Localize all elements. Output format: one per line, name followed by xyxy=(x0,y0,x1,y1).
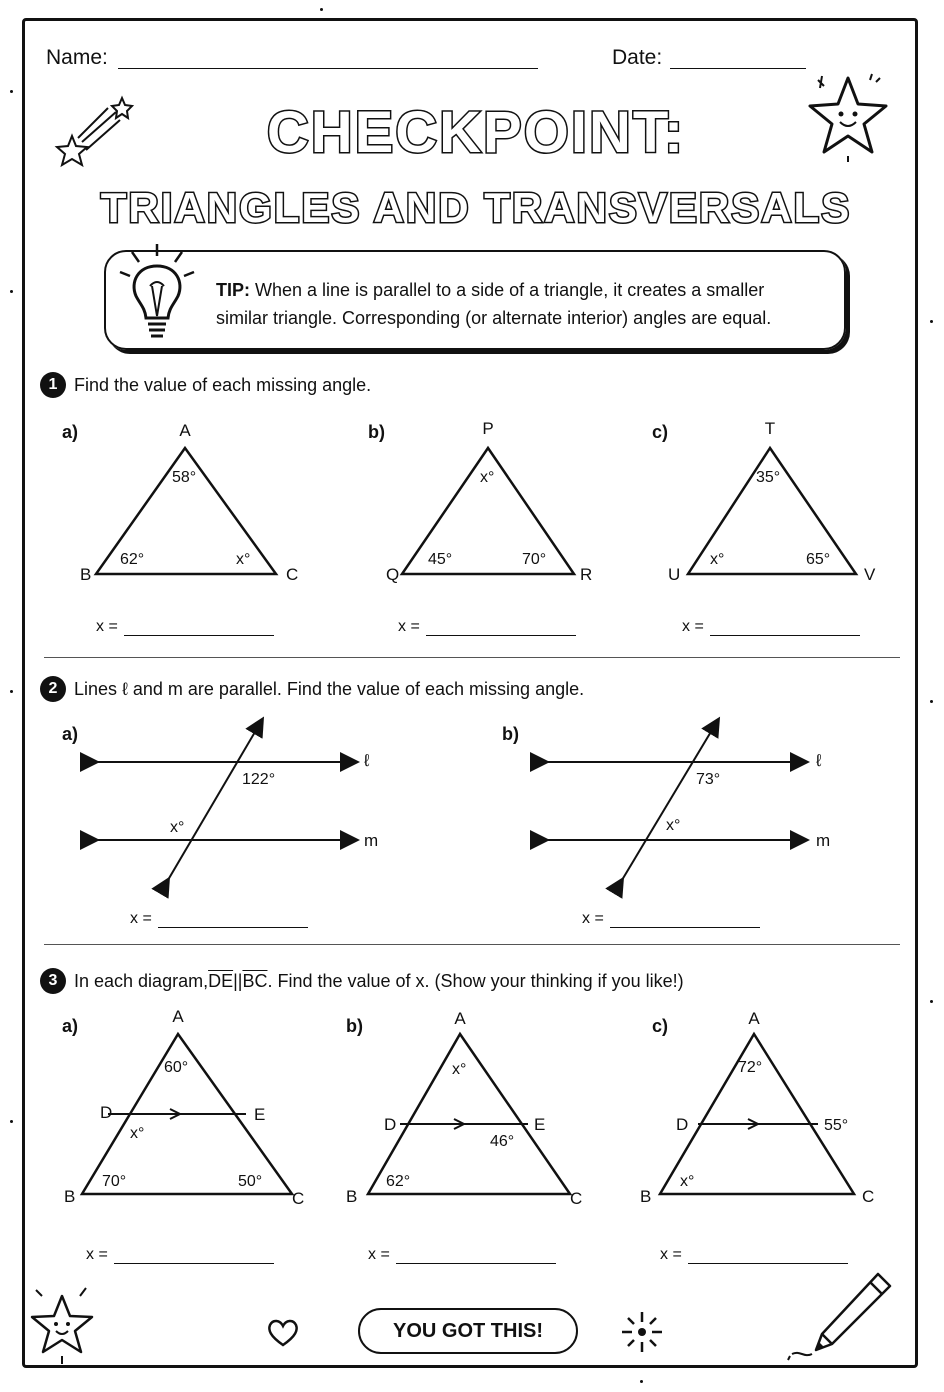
q2a-answer[interactable]: x = xyxy=(130,910,308,928)
svg-text:62°: 62° xyxy=(120,551,145,568)
q1b-label: b) xyxy=(368,422,385,442)
tip-line-1 xyxy=(216,280,764,301)
q2b-parallel-lines xyxy=(540,714,850,894)
question-2-prompt: Lines ℓ and m are parallel. Find the value of each missing angle. xyxy=(74,678,585,699)
q1c-label: c) xyxy=(652,422,669,442)
q3a-label: a) xyxy=(62,1016,79,1036)
smiling-star-icon xyxy=(28,1282,102,1366)
svg-text:x°: x° xyxy=(170,819,185,836)
svg-text:B: B xyxy=(346,1187,358,1206)
svg-text:U: U xyxy=(668,565,681,584)
question-3-prompt-pre: In each diagram, xyxy=(74,970,209,991)
svg-text:A: A xyxy=(179,421,191,440)
svg-text:35°: 35° xyxy=(756,469,781,486)
q3a-answer[interactable]: x = xyxy=(86,1246,274,1264)
q1c-triangle xyxy=(666,420,896,590)
question-number: 3 xyxy=(40,968,66,994)
svg-text:x°: x° xyxy=(480,469,495,486)
q1a-answer[interactable]: x = xyxy=(96,618,274,636)
q3c-answer[interactable]: x = xyxy=(660,1246,848,1264)
border-dot xyxy=(10,290,13,293)
q2a-label: a) xyxy=(62,724,79,744)
question-number: 1 xyxy=(40,372,66,398)
svg-text:ℓ: ℓ xyxy=(816,751,822,770)
encouragement-badge: YOU GOT THIS! xyxy=(358,1308,578,1354)
svg-text:x°: x° xyxy=(236,551,251,568)
svg-text:m: m xyxy=(364,831,379,850)
svg-text:C: C xyxy=(286,565,299,584)
parallel-symbol: || xyxy=(233,970,243,991)
svg-text:70°: 70° xyxy=(102,1173,127,1190)
svg-text:x°: x° xyxy=(666,817,681,834)
svg-text:60°: 60° xyxy=(164,1059,189,1076)
svg-text:x°: x° xyxy=(680,1173,695,1190)
q1b-triangle xyxy=(384,420,614,590)
svg-text:B: B xyxy=(640,1187,652,1206)
svg-text:C: C xyxy=(292,1189,305,1208)
svg-text:R: R xyxy=(580,565,593,584)
border-dot xyxy=(930,1000,933,1003)
svg-text:V: V xyxy=(864,565,876,584)
name-field[interactable] xyxy=(118,68,538,69)
border-dot xyxy=(10,1120,13,1123)
svg-text:E: E xyxy=(254,1105,266,1124)
border-dot xyxy=(930,320,933,323)
svg-text:m: m xyxy=(816,831,831,850)
svg-text:B: B xyxy=(80,565,92,584)
q3b-triangle xyxy=(342,1006,602,1210)
q1a-label: a) xyxy=(62,422,79,442)
svg-text:T: T xyxy=(764,419,776,438)
q2a-parallel-lines xyxy=(90,714,400,894)
svg-text:45°: 45° xyxy=(428,551,453,568)
lightbulb-icon xyxy=(112,236,202,346)
svg-text:50°: 50° xyxy=(238,1173,263,1190)
q1a-triangle xyxy=(80,420,310,590)
svg-text:ℓ: ℓ xyxy=(364,751,370,770)
tip-text-1: When a line is parallel to a side of a triangle, it creates a smaller xyxy=(250,280,765,300)
svg-text:C: C xyxy=(570,1189,583,1208)
segment-bc: $\overline{BC}$ xyxy=(242,970,268,991)
svg-text:A: A xyxy=(172,1007,184,1026)
svg-text:P: P xyxy=(482,419,494,438)
svg-text:A: A xyxy=(454,1009,466,1028)
svg-text:Q: Q xyxy=(386,565,400,584)
tip-bold: TIP: xyxy=(216,280,250,300)
question-1-header xyxy=(40,372,371,398)
segment-de: $\overline{DE}$ xyxy=(208,970,234,991)
border-dot xyxy=(320,8,323,11)
svg-text:70°: 70° xyxy=(522,551,547,568)
date-label: Date: xyxy=(612,46,663,69)
tip-text-2: similar triangle. Corresponding (or alternate interior) angles are equal. xyxy=(216,308,772,328)
svg-text:62°: 62° xyxy=(386,1173,411,1190)
question-2-header xyxy=(40,676,584,702)
svg-text:x°: x° xyxy=(710,551,725,568)
svg-text:72°: 72° xyxy=(738,1059,763,1076)
q2b-label: b) xyxy=(502,724,519,744)
svg-text:x°: x° xyxy=(130,1125,145,1142)
q1b-answer[interactable]: x = xyxy=(398,618,576,636)
q3c-triangle xyxy=(636,1006,896,1210)
heart-icon xyxy=(266,1318,300,1348)
pencil-icon xyxy=(782,1266,902,1366)
section-divider xyxy=(44,944,900,945)
question-1-prompt: Find the value of each missing angle. xyxy=(74,374,372,395)
question-3-prompt-post: . Find the value of x. (Show your thinking if you like!) xyxy=(267,970,684,991)
title-line-2: TRIANGLES AND TRANSVERSALS xyxy=(100,184,852,231)
q1c-answer[interactable]: x = xyxy=(682,618,860,636)
border-dot xyxy=(640,1380,643,1383)
svg-text:55°: 55° xyxy=(824,1117,849,1134)
name-label: Name: xyxy=(46,46,108,69)
sparkle-icon xyxy=(618,1308,666,1356)
q3a-triangle xyxy=(60,1006,320,1210)
svg-text:A: A xyxy=(748,1009,760,1028)
shooting-star-icon xyxy=(50,92,140,172)
svg-text:D: D xyxy=(676,1115,689,1134)
svg-text:73°: 73° xyxy=(696,771,721,788)
q3b-label: b) xyxy=(346,1016,363,1036)
svg-text:65°: 65° xyxy=(806,551,831,568)
svg-text:E: E xyxy=(534,1115,546,1134)
svg-text:C: C xyxy=(862,1187,875,1206)
date-field[interactable] xyxy=(670,68,806,69)
svg-text:x°: x° xyxy=(452,1061,467,1078)
border-dot xyxy=(10,690,13,693)
svg-text:D: D xyxy=(384,1115,397,1134)
svg-text:D: D xyxy=(100,1103,113,1122)
svg-text:46°: 46° xyxy=(490,1133,515,1150)
title-line-1: CHECKPOINT: xyxy=(266,100,686,165)
svg-text:58°: 58° xyxy=(172,469,197,486)
svg-text:B: B xyxy=(64,1187,76,1206)
question-3-header xyxy=(40,968,684,994)
smiling-star-icon xyxy=(800,70,896,166)
q3c-label: c) xyxy=(652,1016,669,1036)
svg-text:122°: 122° xyxy=(242,771,276,788)
question-number: 2 xyxy=(40,676,66,702)
border-dot xyxy=(930,700,933,703)
q3b-answer[interactable]: x = xyxy=(368,1246,556,1264)
section-divider xyxy=(44,657,900,658)
q2b-answer[interactable]: x = xyxy=(582,910,760,928)
